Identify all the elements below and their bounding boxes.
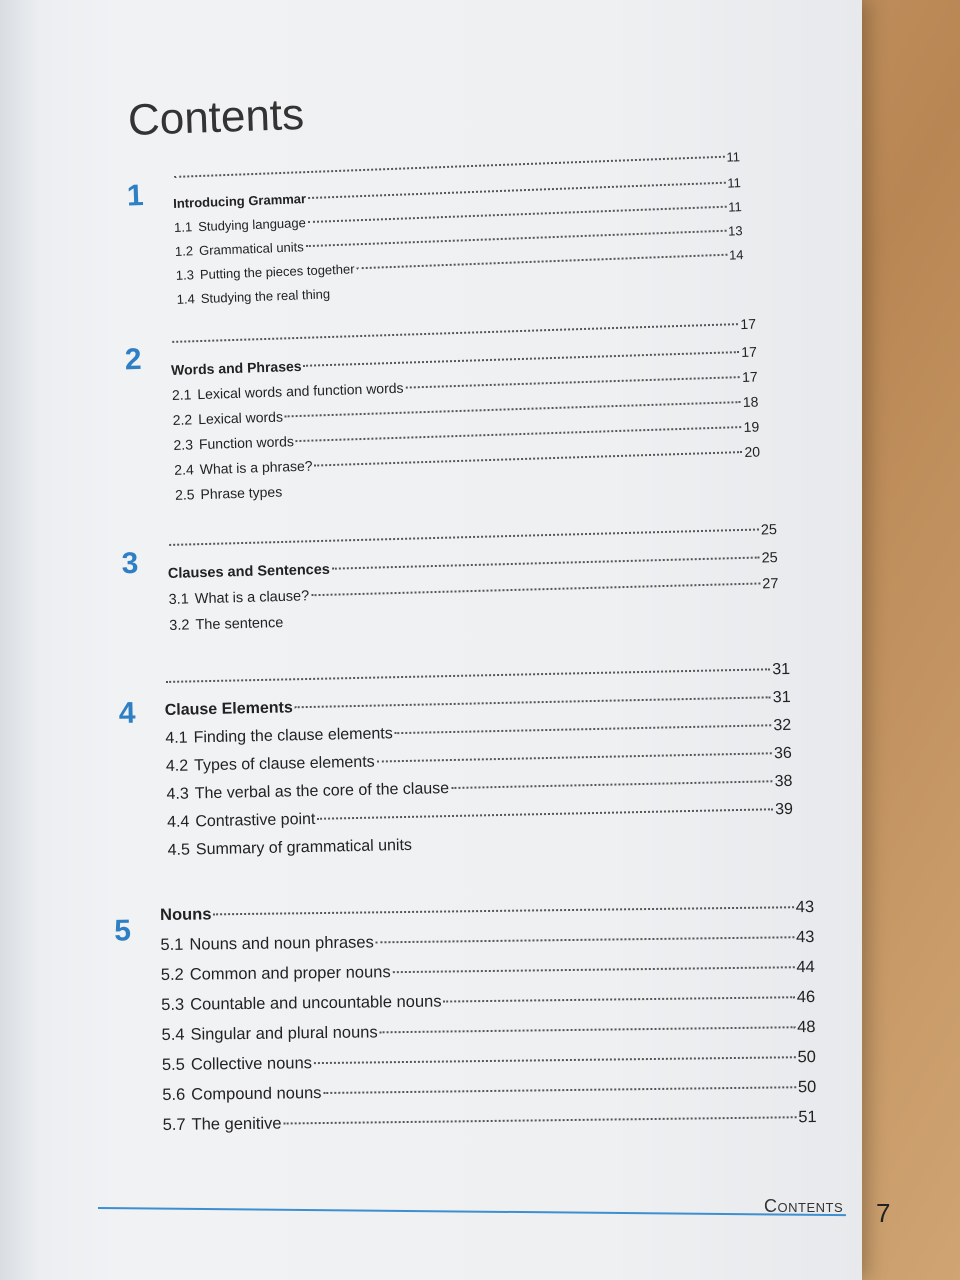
section-title: Nouns and noun phrases <box>189 933 374 954</box>
dot-leader <box>317 808 773 820</box>
dot-leader <box>174 156 724 178</box>
section-number: 5.2 <box>160 965 184 984</box>
chapter-2 <box>124 315 761 512</box>
chapter-number: 3 <box>121 546 139 581</box>
section-number: 1.4 <box>176 291 196 307</box>
page-number: 43 <box>795 928 815 947</box>
section-title: Contrastive point <box>195 810 316 831</box>
section-title: The verbal as the core of the clause <box>194 780 450 803</box>
chapter-heading: Clauses and Sentences <box>167 561 331 582</box>
section-title: Grammatical units <box>198 239 305 259</box>
section-title: Compound nouns <box>191 1084 322 1104</box>
section-title: Lexical words <box>197 408 284 428</box>
section-number: 4.1 <box>165 729 188 747</box>
section-number: 3.1 <box>168 591 189 608</box>
page-number: 46 <box>796 988 816 1007</box>
footer-rule <box>98 1207 846 1216</box>
section-title: What is a clause? <box>194 588 310 608</box>
page-number: 50 <box>797 1047 817 1067</box>
dot-leader <box>283 1116 796 1124</box>
dot-leader <box>213 906 793 915</box>
page-number: 51 <box>798 1107 817 1127</box>
section-number: 4.5 <box>167 841 191 859</box>
section-title: What is a phrase? <box>199 457 313 478</box>
dot-leader <box>314 1056 796 1064</box>
dot-leader <box>376 936 794 943</box>
dot-leader <box>380 1026 796 1033</box>
section-number: 2.5 <box>174 486 195 503</box>
page-number: 11 <box>726 149 741 165</box>
section-title: The genitive <box>191 1114 282 1134</box>
section-number: 5.7 <box>162 1115 186 1134</box>
running-footer: Contents <box>764 1196 844 1216</box>
page-number: 11 <box>727 199 743 215</box>
section-number: 4.4 <box>166 813 190 831</box>
section-number: 4.3 <box>166 785 189 803</box>
page-number: 32 <box>773 716 792 735</box>
section-number: 2.1 <box>171 386 192 403</box>
section-number: 1.3 <box>175 267 195 283</box>
dot-leader <box>393 966 795 973</box>
chapter-heading: Clause Elements <box>164 699 293 719</box>
section-title: Countable and uncountable nouns <box>190 992 442 1014</box>
section-title: Summary of grammatical units <box>195 836 413 859</box>
page-number: 19 <box>743 418 760 436</box>
section-number: 2.2 <box>172 411 193 428</box>
page-number: 48 <box>797 1018 816 1037</box>
page-number: 25 <box>760 522 778 539</box>
page-number: 27 <box>762 576 779 593</box>
page-number: 11 <box>727 175 742 191</box>
chapter-number: 2 <box>124 342 142 377</box>
section-title: Studying the real thing <box>200 286 331 307</box>
section-title: Singular and plural nouns <box>190 1023 378 1044</box>
section-number: 3.2 <box>169 617 190 634</box>
section-title: Function words <box>198 433 295 453</box>
dot-leader <box>166 668 770 683</box>
page-number: 43 <box>795 898 815 917</box>
page-number: 31 <box>772 660 791 679</box>
section-title: Phrase types <box>200 483 283 503</box>
chapter-heading: Introducing Grammar <box>172 191 307 211</box>
section-number: 5.1 <box>160 935 184 954</box>
chapter-number: 4 <box>118 696 136 730</box>
chapter-heading: Words and Phrases <box>170 357 302 378</box>
dot-leader <box>405 376 740 389</box>
dot-leader <box>444 996 795 1002</box>
dot-leader <box>169 529 759 546</box>
page-number: 17 <box>740 315 757 333</box>
page-number: 38 <box>774 772 793 791</box>
folio-page-number: 7 <box>876 1198 891 1228</box>
section-number: 2.4 <box>174 461 194 478</box>
section-title: Lexical words and function words <box>197 379 404 403</box>
dot-leader <box>377 752 772 762</box>
page-number: 50 <box>797 1077 817 1097</box>
page-number: 14 <box>728 247 744 263</box>
page-number: 25 <box>761 550 778 567</box>
page-number: 31 <box>772 688 791 707</box>
page-number: 36 <box>773 744 792 763</box>
dot-leader <box>451 780 773 789</box>
dot-leader <box>323 1086 795 1094</box>
section-title: Collective nouns <box>190 1054 313 1074</box>
section-title: Types of clause elements <box>194 753 375 775</box>
page-number: 17 <box>741 343 758 361</box>
section-title: Studying language <box>197 215 307 235</box>
section-number: 5.6 <box>162 1085 186 1104</box>
section-title: Finding the clause elements <box>193 725 393 747</box>
section-number: 1.2 <box>174 243 194 259</box>
page-number: 20 <box>744 443 761 461</box>
dot-leader <box>172 323 738 343</box>
section-title: Putting the pieces together <box>199 261 355 283</box>
page-number: 39 <box>775 800 794 819</box>
page-number: 13 <box>727 223 743 239</box>
chapter-3 <box>121 522 780 644</box>
page-title: Contents <box>127 89 305 145</box>
dot-leader <box>295 696 771 708</box>
section-title: Common and proper nouns <box>189 963 391 984</box>
dot-leader <box>395 724 772 734</box>
section-number: 5.5 <box>161 1055 185 1074</box>
chapter-number: 1 <box>126 179 145 213</box>
section-title: The sentence <box>195 614 284 634</box>
section-number: 5.3 <box>161 995 185 1014</box>
chapter-4 <box>118 660 794 870</box>
page-number: 17 <box>741 368 758 386</box>
chapter-number: 5 <box>114 914 132 948</box>
chapter-5 <box>114 898 817 1146</box>
section-number: 1.1 <box>173 219 193 235</box>
chapter-1 <box>126 149 745 316</box>
page-number: 18 <box>742 393 759 411</box>
chapter-heading: Nouns <box>160 905 212 924</box>
section-number: 4.2 <box>165 757 189 775</box>
section-number: 2.3 <box>173 436 194 453</box>
section-number: 5.4 <box>161 1025 185 1044</box>
page-number: 44 <box>796 958 815 977</box>
